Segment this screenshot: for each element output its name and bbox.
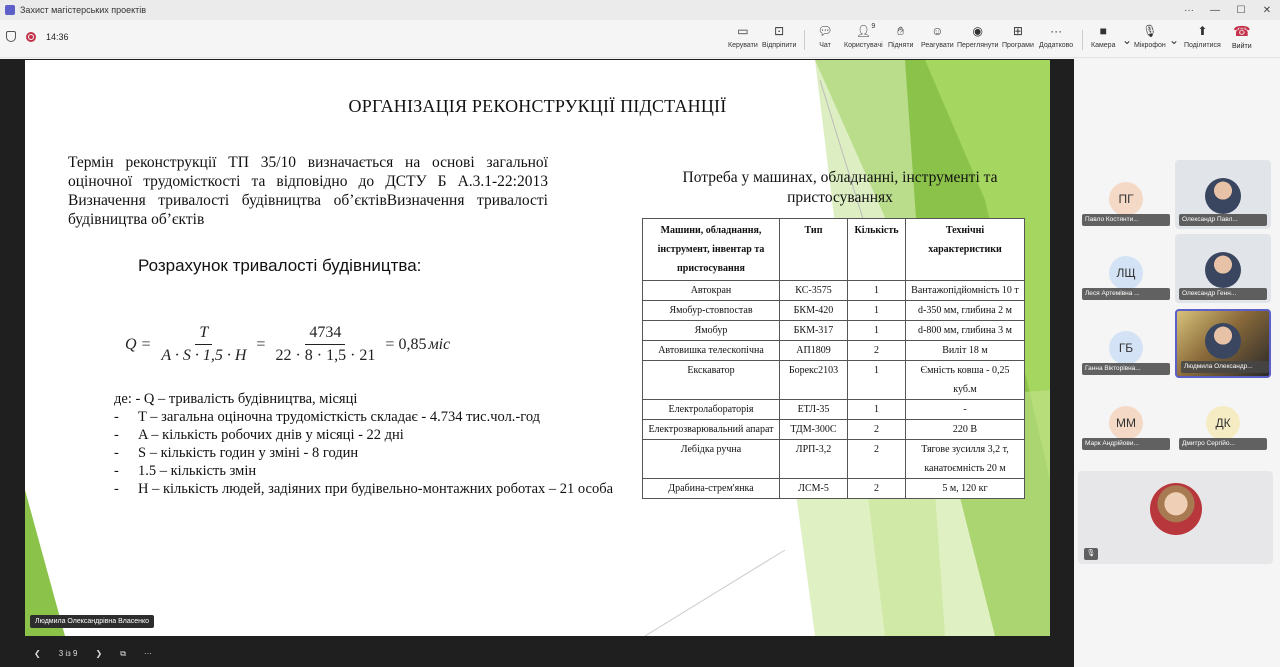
formula-denominator: A · S · 1,5 · H bbox=[161, 347, 247, 364]
window-controls bbox=[1176, 0, 1280, 20]
avatar: ЛЩ bbox=[1109, 256, 1143, 290]
people-count: 9 bbox=[871, 23, 876, 30]
slide-grid-icon[interactable]: ⧉ bbox=[120, 648, 126, 658]
participant-tile[interactable] bbox=[1175, 384, 1271, 453]
table-row bbox=[643, 301, 1025, 321]
participant-name: Павло Костянти... bbox=[1082, 214, 1170, 226]
people-button[interactable]: 👤︎ 9 Користувачі bbox=[844, 23, 883, 49]
formula-denominator: 22 · 8 · 1,5 · 21 bbox=[275, 347, 376, 364]
table-header-row bbox=[643, 219, 1025, 281]
table-cell: ЛСМ-5 bbox=[780, 479, 848, 499]
formula-lhs: Q = bbox=[125, 335, 152, 353]
table-cell: d-350 мм, глибина 2 м bbox=[906, 301, 1025, 321]
participant-name: Леся Артемівна ... bbox=[1082, 288, 1170, 300]
formula-fraction-symbolic bbox=[157, 324, 250, 365]
participant-tile[interactable] bbox=[1078, 309, 1174, 378]
table-row bbox=[643, 321, 1025, 341]
slide-counter: 3 із 9 bbox=[58, 649, 78, 658]
share-icon: ⬆ bbox=[1197, 24, 1208, 38]
table-cell: 220 В bbox=[906, 420, 1025, 440]
table-row bbox=[643, 281, 1025, 301]
presentation-slide bbox=[25, 60, 1050, 636]
table-cell: 1 bbox=[848, 301, 906, 321]
table-cell: 5 м, 120 кг bbox=[906, 479, 1025, 499]
slide-subtitle: Розрахунок тривалості будівництва: bbox=[138, 256, 422, 275]
table-cell: ЕТЛ-35 bbox=[780, 400, 848, 420]
unpin-icon: ⊡ bbox=[774, 24, 785, 38]
participant-tile[interactable] bbox=[1175, 160, 1271, 229]
slide-more-icon[interactable]: ··· bbox=[143, 649, 152, 658]
definitions-intro: де: - Q – тривалість будівництва, місяці bbox=[114, 391, 358, 407]
table-header: Технічні характеристики bbox=[906, 219, 1025, 281]
stop-sharing-button[interactable]: ⊡ Відпріпити bbox=[762, 24, 797, 49]
table-cell: Ємність ковша - 0,25 куб.м bbox=[906, 361, 1025, 400]
table-cell: 1 bbox=[848, 361, 906, 400]
table-cell: Електрозварювальний апарат bbox=[643, 420, 780, 440]
definition-item: - S – кількість годин у зміні - 8 годин bbox=[114, 445, 359, 461]
table-cell: Ямобур-стовпостав bbox=[643, 301, 780, 321]
share-button[interactable]: ⬆ Поділитися bbox=[1184, 24, 1221, 49]
presenter-name-tag: Людмила Олександрівна Власенко bbox=[30, 615, 154, 628]
participant-tile[interactable] bbox=[1078, 160, 1174, 229]
camera-button[interactable]: ■ Камера bbox=[1091, 24, 1116, 49]
table-cell: Драбина-стрем'янка bbox=[643, 479, 780, 499]
participant-name: Дмитро Сергійо... bbox=[1179, 438, 1267, 450]
leave-button[interactable]: ☎ Вийти bbox=[1232, 23, 1252, 50]
avatar: ДК bbox=[1206, 406, 1240, 440]
table-cell: Автовишка телескопічна bbox=[643, 341, 780, 361]
slide-paragraph: Термін реконструкції ТП 35/10 визначається на основі загальної оціночної трудомісткості та відповідно до ДСТУ Б А.3.1-22:2013 Визначення тривалості будівництва об’єктівВизначення тривалості будівництва об’єктів bbox=[68, 154, 548, 228]
table-cell: Борекс2103 bbox=[780, 361, 848, 400]
definition-item: - A – кількість робочих днів у місяці - 22 дні bbox=[114, 427, 404, 443]
avatar bbox=[1150, 483, 1202, 535]
participant-name: Олександр Генн... bbox=[1179, 288, 1267, 300]
mic-off-icon: 🎙︎ bbox=[1084, 548, 1098, 560]
chevron-down-icon: ⌄ bbox=[1121, 33, 1133, 47]
table-cell: Вантажопідйомність 10 т bbox=[906, 281, 1025, 301]
participant-name: Ганна Вікторівна... bbox=[1082, 363, 1170, 375]
table-title: Потреба у машинах, обладнанні, інструменті та пристосуваннях bbox=[682, 169, 998, 206]
table-cell: 2 bbox=[848, 420, 906, 440]
table-header: Тип bbox=[780, 219, 848, 281]
table-row bbox=[643, 361, 1025, 400]
maximize-icon[interactable]: ☐ bbox=[1236, 4, 1246, 16]
table-row bbox=[643, 440, 1025, 479]
mic-off-icon: 🎙︎ bbox=[1142, 24, 1158, 38]
formula-numerator: 4734 bbox=[305, 324, 345, 345]
table-row bbox=[643, 400, 1025, 420]
definition-item: - H – кількість людей, задіяних при будівельно-монтажних роботах – 21 особа bbox=[114, 481, 614, 497]
table-cell: 1 bbox=[848, 321, 906, 341]
next-slide-icon[interactable]: ❯ bbox=[95, 649, 103, 658]
mic-button[interactable]: 🎙︎ Мікрофон bbox=[1134, 24, 1166, 49]
chevron-down-icon: ⌄ bbox=[1168, 33, 1180, 47]
view-button[interactable]: ◉ Переглянути bbox=[957, 24, 999, 49]
table-cell: Ямобур bbox=[643, 321, 780, 341]
react-button[interactable]: ☺ Реагувати bbox=[921, 24, 954, 49]
table-row bbox=[643, 420, 1025, 440]
avatar bbox=[1205, 252, 1241, 288]
participant-tile[interactable] bbox=[1175, 234, 1271, 303]
plus-icon: ⊞ bbox=[1012, 24, 1023, 38]
participant-name: Марк Андрійови... bbox=[1082, 438, 1170, 450]
formula-unit: міс bbox=[428, 335, 451, 353]
shield-icon bbox=[6, 31, 16, 42]
table-row bbox=[643, 341, 1025, 361]
table-cell: ТДМ-300С bbox=[780, 420, 848, 440]
avatar: ПГ bbox=[1109, 182, 1143, 216]
chat-icon: 💬︎ bbox=[817, 24, 833, 38]
definition-item: - T – загальна оціночна трудомісткість складає - 4.734 тис.чол.-год bbox=[114, 409, 541, 425]
table-cell: ЛРП-3,2 bbox=[780, 440, 848, 479]
hand-icon: ✋︎ bbox=[897, 23, 905, 38]
table-cell: АП1809 bbox=[780, 341, 848, 361]
smile-icon: ☺ bbox=[931, 24, 944, 38]
duration-formula bbox=[125, 324, 450, 365]
equipment-table bbox=[642, 218, 1025, 499]
chat-button[interactable]: 💬︎ Чат bbox=[817, 24, 833, 49]
meeting-timer: 14:36 bbox=[46, 31, 69, 42]
table-row bbox=[643, 479, 1025, 499]
formula-numerator: T bbox=[195, 324, 212, 345]
avatar: ММ bbox=[1109, 406, 1143, 440]
avatar: ГБ bbox=[1109, 331, 1143, 365]
table-cell: БКМ-420 bbox=[780, 301, 848, 321]
table-cell: КС-3575 bbox=[780, 281, 848, 301]
more-window-icon[interactable]: ··· bbox=[1184, 4, 1194, 16]
formula-result: = 0,85 bbox=[385, 335, 427, 353]
table-cell: БКМ-317 bbox=[780, 321, 848, 341]
window-title: Захист магістерських проектів bbox=[20, 5, 147, 15]
view-icon: ◉ bbox=[972, 24, 983, 38]
participant-tile[interactable] bbox=[1078, 234, 1174, 303]
self-view-tile[interactable] bbox=[1078, 471, 1273, 564]
recording-icon bbox=[26, 32, 36, 42]
formula-fraction-numeric bbox=[271, 324, 379, 365]
avatar bbox=[1205, 178, 1241, 214]
toolbar-divider bbox=[804, 30, 805, 50]
apps-button[interactable]: ⊞ Програми bbox=[1002, 24, 1034, 49]
table-cell: d-800 мм, глибина 3 м bbox=[906, 321, 1025, 341]
table-cell: 2 bbox=[848, 479, 906, 499]
camera-icon: ■ bbox=[1099, 24, 1107, 38]
phone-hangup-icon: ☎ bbox=[1233, 23, 1251, 39]
table-cell: Екскаватор bbox=[643, 361, 780, 400]
formula-equals: = bbox=[256, 335, 266, 353]
participant-tile[interactable] bbox=[1078, 384, 1174, 453]
participant-name: Людмила Олександр... bbox=[1181, 361, 1269, 373]
table-cell: 1 bbox=[848, 281, 906, 301]
table-cell: Тягове зусилля 3,2 т, канатоємність 20 м bbox=[906, 440, 1025, 479]
meeting-toolbar bbox=[0, 20, 1280, 58]
more-button[interactable]: ··· Додатково bbox=[1039, 24, 1074, 49]
avatar bbox=[1205, 323, 1241, 359]
table-header: Кількість bbox=[848, 219, 906, 281]
control-button[interactable]: ▭ Керувати bbox=[728, 24, 758, 49]
meeting-status bbox=[6, 31, 69, 42]
table-header: Машини, обладнання, інструмент, інвентар та пристосування bbox=[643, 219, 780, 281]
table-cell: Лебідка ручна bbox=[643, 440, 780, 479]
table-cell: Автокран bbox=[643, 281, 780, 301]
table-cell: Виліт 18 м bbox=[906, 341, 1025, 361]
ellipsis-icon: ··· bbox=[1050, 24, 1063, 38]
table-cell: 2 bbox=[848, 341, 906, 361]
raise-hand-button[interactable]: ✋︎ Підняти bbox=[888, 23, 914, 49]
participant-name: Олександр Павл... bbox=[1179, 214, 1267, 226]
control-icon: ▭ bbox=[737, 24, 749, 38]
title-bar bbox=[0, 0, 1280, 20]
definition-item: - 1.5 – кількість змін bbox=[114, 463, 257, 479]
formula-definitions bbox=[114, 390, 614, 498]
minimize-icon[interactable]: — bbox=[1210, 4, 1220, 16]
table-cell: Електролабораторія bbox=[643, 400, 780, 420]
slide-controls bbox=[0, 640, 1074, 667]
table-cell: 2 bbox=[848, 440, 906, 479]
people-icon: 👤︎ 9 bbox=[855, 23, 876, 38]
teams-icon bbox=[5, 5, 15, 15]
toolbar-divider bbox=[1082, 30, 1083, 50]
slide-title: ОРГАНІЗАЦІЯ РЕКОНСТРУКЦІЇ ПІДСТАНЦІЇ bbox=[348, 96, 727, 116]
prev-slide-icon[interactable]: ❮ bbox=[34, 649, 41, 658]
table-cell: 1 bbox=[848, 400, 906, 420]
participant-tile-speaking[interactable] bbox=[1175, 309, 1271, 378]
table-cell: - bbox=[906, 400, 1025, 420]
close-icon[interactable]: ✕ bbox=[1262, 4, 1272, 16]
participants-panel bbox=[1074, 59, 1280, 667]
